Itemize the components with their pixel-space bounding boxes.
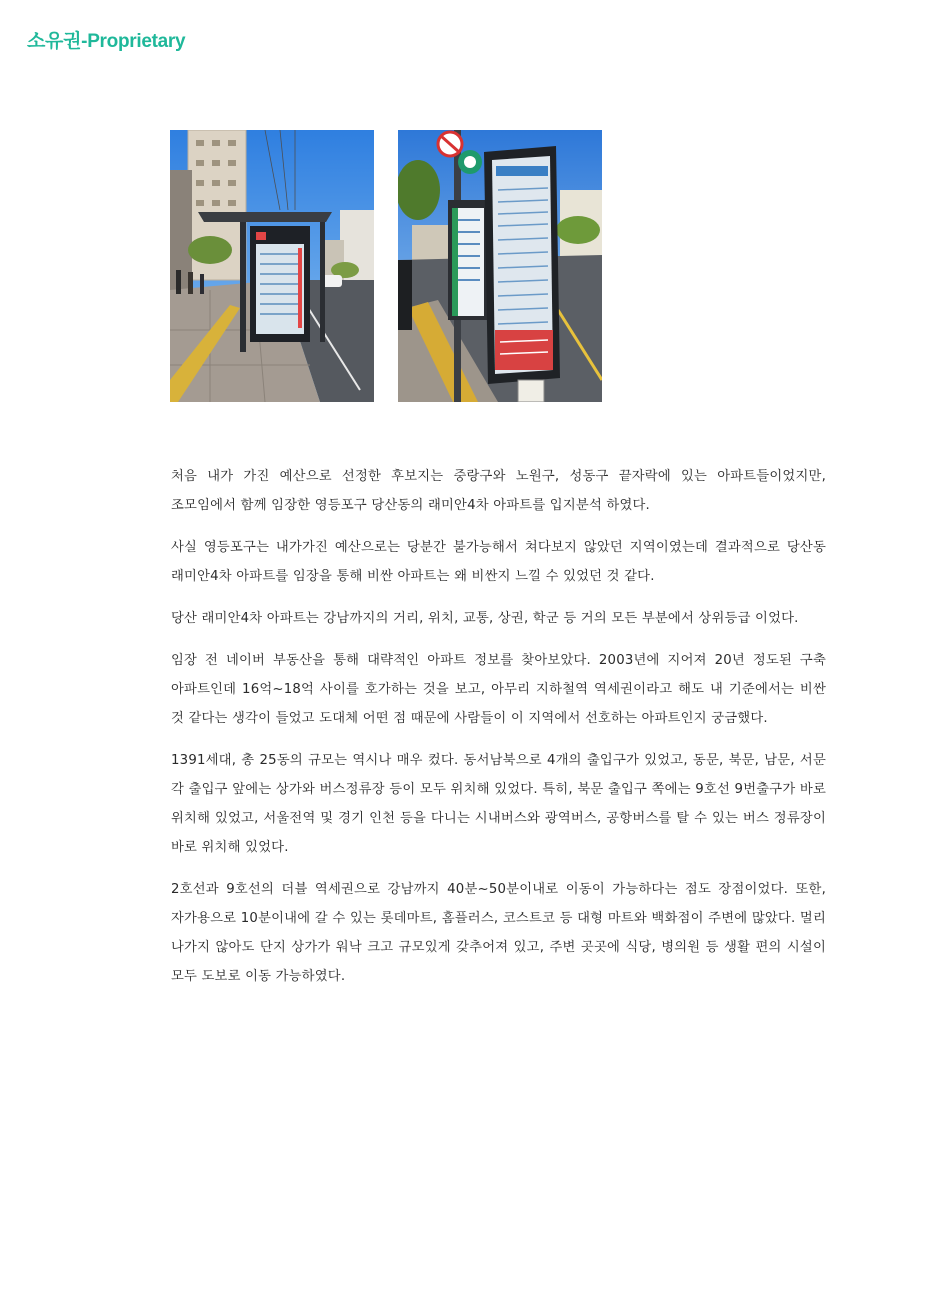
bus-stop-sign-photo bbox=[398, 130, 602, 402]
article-body bbox=[171, 462, 826, 1004]
paragraph-4: 임장 전 네이버 부동산을 통해 대략적인 아파트 정보를 찾아보았다. 2003년에 지어져 20년 정도된 구축 아파트인데 16억~18억 사이를 호가하는 것을 보고, 아무리 지하철역 역세권이라고 해도 내 기준에서는 비싼 것 같다는 생각이 들었고 도대체 어떤 점 때문에 사람들이 이 지역에서 선호하는 아파트인지 궁금했다. bbox=[171, 653, 826, 726]
paragraph-1: 처음 내가 가진 예산으로 선정한 후보지는 중랑구와 노원구, 성동구 끝자락에 있는 아파트들이었지만, 조모임에서 함께 임장한 영등포구 당산동의 래미안4차 아파트를 입지분석 하였다. bbox=[171, 469, 826, 513]
paragraph-2: 사실 영등포구는 내가가진 예산으로는 당분간 불가능해서 쳐다보지 않았던 지역이였는데 결과적으로 당산동 래미안4차 아파트를 임장을 통해 비싼 아파트는 왜 비싼지 느낄 수 있었던 것 같다. bbox=[171, 540, 826, 584]
paragraph-5: 1391세대, 총 25동의 규모는 역시나 매우 컸다. 동서남북으로 4개의 출입구가 있었고, 동문, 북문, 남문, 서문 각 출입구 앞에는 상가와 버스정류장 등이 모두 위치해 있었다. 특히, 북문 출입구 쪽에는 9호선 9번출구가 바로 위치해 있었고, 서울전역 및 경기 인천 등을 다니는 시내버스와 광역버스, 공항버스를 탈 수 있는 버스 정류장이 바로 위치해 있었다. bbox=[171, 753, 826, 855]
proprietary-watermark: 소유권-Proprietary bbox=[27, 31, 186, 52]
paragraph-6: 2호선과 9호선의 더블 역세권으로 강남까지 40분~50분이내로 이동이 가능하다는 점도 장점이었다. 또한, 자가용으로 10분이내에 갈 수 있는 롯데마트, 홈플러스, 코스트코 등 대형 마트와 백화점이 주변에 많았다. 멀리 나가지 않아도 단지 상가가 워낙 크고 규모있게 갖추어져 있고, 주변 곳곳에 식당, 병의원 등 생활 편의 시설이 모두 도보로 이동 가능하였다. bbox=[171, 882, 826, 984]
bus-shelter-photo bbox=[170, 130, 374, 402]
paragraph-3: 당산 래미안4차 아파트는 강남까지의 거리, 위치, 교통, 상권, 학군 등 거의 모든 부분에서 상위등급 이었다. bbox=[171, 611, 799, 626]
